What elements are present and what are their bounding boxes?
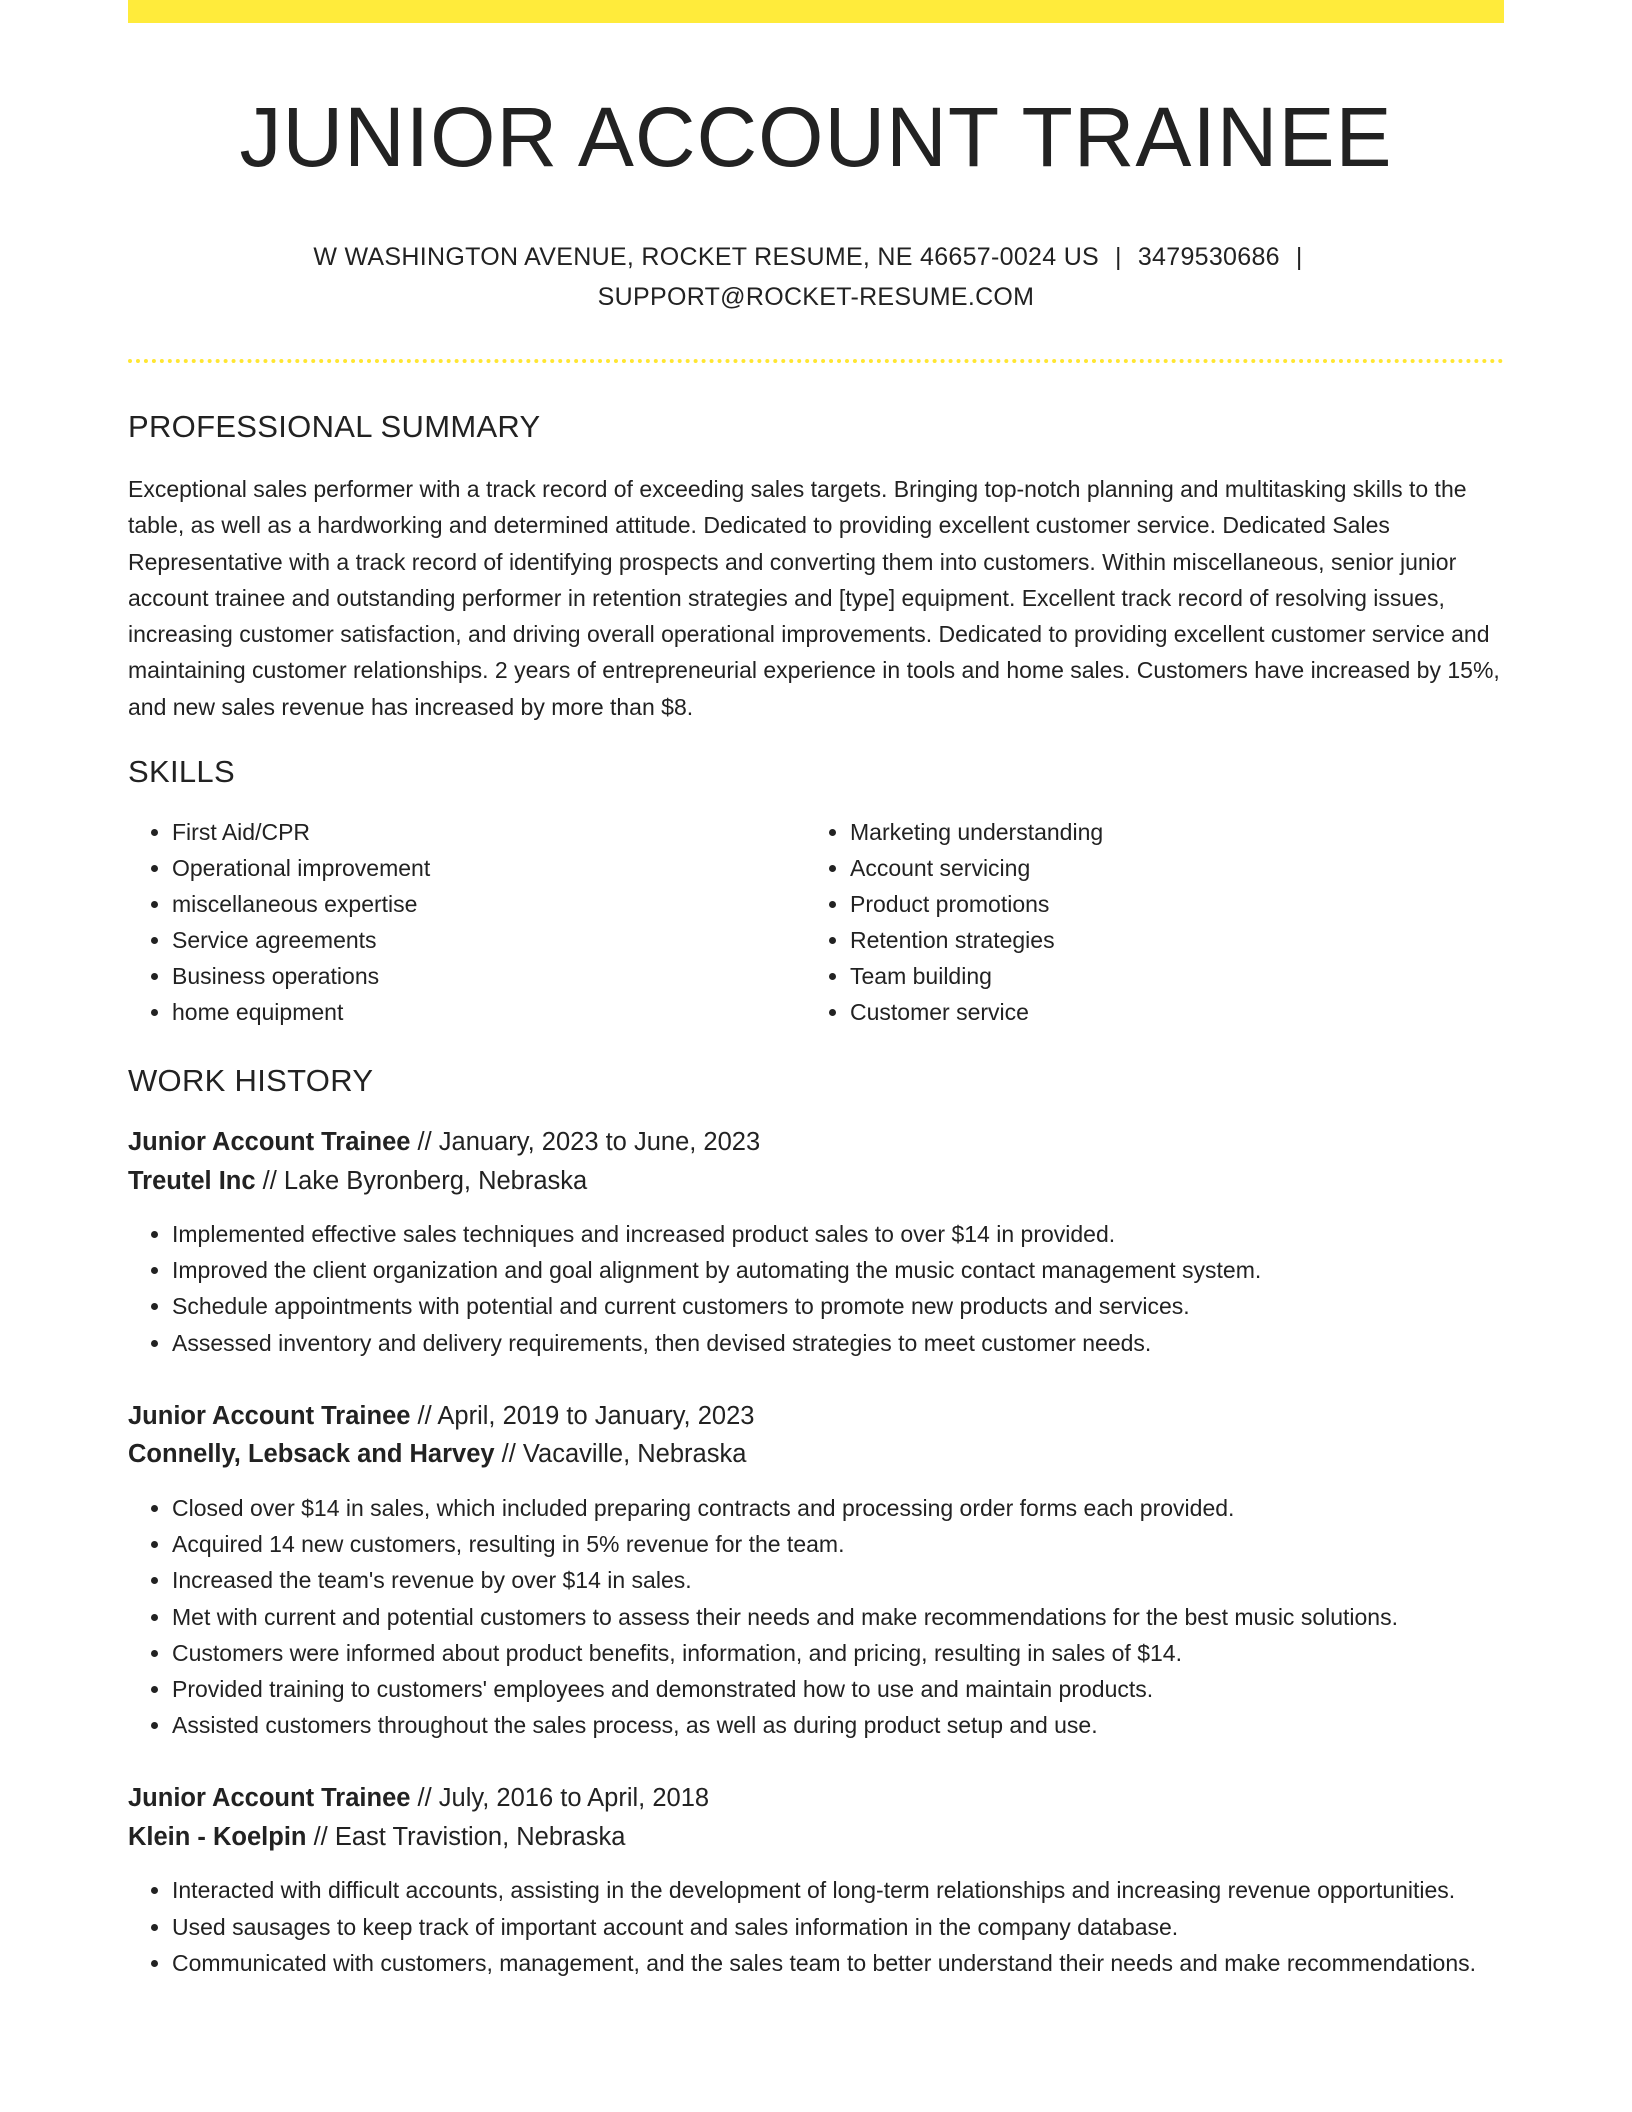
accent-bar [128, 0, 1504, 23]
skill-item: • Account servicing [850, 850, 1484, 886]
duty-item: • Schedule appointments with potential and current customers to promote new products and services. [172, 1288, 1504, 1324]
duty-item: • Customers were informed about product benefits, information, and pricing, resulting in sales of $14. [172, 1635, 1504, 1671]
job-company: Connelly, Lebsack and Harvey [128, 1440, 495, 1469]
job-duties [128, 1872, 1504, 1981]
job-entry [128, 1123, 1504, 1361]
job-company-line [128, 1818, 1504, 1857]
contact-separator: | [1295, 243, 1303, 271]
job-location: // East Travistion, Nebraska [306, 1822, 626, 1851]
duty-item: • Acquired 14 new customers, resulting in 5% revenue for the team. [172, 1526, 1504, 1562]
contact-line-1 [128, 237, 1504, 277]
dotted-divider [128, 359, 1504, 363]
email: SUPPORT@ROCKET-RESUME.COM [597, 283, 1035, 311]
summary-text: Exceptional sales performer with a track record of exceeding sales targets. Bringing top-notch planning and multitasking skills to the table, as well as a hardworking and determined attitude. Dedicated to providing excellent customer service. Dedicated Sales Representative with a track record of identifying prospects and converting them into customers. Within miscellaneous, senior junior account trainee and outstanding performer in retention strategies and [type] equipment. Excellent track record of resolving issues, increasing customer satisfaction, and driving overall operational improvements. Dedicated to providing excellent customer service and maintaining customer relationships. 2 years of entrepreneurial experience in tools and home sales. Customers have increased by 15%, and new sales revenue has increased by more than $8. [128, 476, 1500, 720]
skill-item: • Operational improvement [172, 850, 806, 886]
address: W WASHINGTON AVENUE, ROCKET RESUME, NE 46657-0024 US [313, 243, 1100, 271]
job-role: Junior Account Trainee [128, 1128, 411, 1157]
contact-info [128, 237, 1504, 317]
job-title-line [128, 1779, 1504, 1818]
duty-item: • Increased the team's revenue by over $14 in sales. [172, 1562, 1504, 1598]
skill-item: • home equipment [172, 994, 806, 1030]
job-location: // Lake Byronberg, Nebraska [255, 1166, 588, 1195]
duty-item: • Used sausages to keep track of important account and sales information in the company database. [172, 1909, 1504, 1945]
duty-item: • Implemented effective sales techniques and increased product sales to over $14 in provided. [172, 1216, 1504, 1252]
job-entry [128, 1779, 1504, 1981]
job-duties [128, 1490, 1504, 1743]
skill-item: • Product promotions [850, 886, 1484, 922]
skill-item: • Service agreements [172, 922, 806, 958]
summary-heading: PROFESSIONAL SUMMARY [128, 409, 541, 444]
job-dates: // April, 2019 to January, 2023 [410, 1401, 755, 1430]
work-history-heading: WORK HISTORY [128, 1063, 374, 1099]
skills-column-right [806, 814, 1484, 1030]
skill-item: • Retention strategies [850, 922, 1484, 958]
job-duties [128, 1216, 1504, 1361]
skill-item: • Marketing understanding [850, 814, 1484, 850]
job-company: Treutel Inc [128, 1166, 256, 1195]
duty-item: • Closed over $14 in sales, which included preparing contracts and processing order forms each provided. [172, 1490, 1504, 1526]
job-role: Junior Account Trainee [128, 1401, 411, 1430]
skill-item: • Team building [850, 958, 1484, 994]
resume-name: JUNIOR ACCOUNT TRAINEE [239, 90, 1393, 184]
skills-list [128, 814, 1504, 1030]
job-company-line [128, 1435, 1504, 1474]
skills-heading: SKILLS [128, 754, 235, 790]
skill-item: • Business operations [172, 958, 806, 994]
skills-column-left [128, 814, 806, 1030]
duty-item: • Communicated with customers, management, and the sales team to better understand their needs and make recommendations. [172, 1945, 1504, 1981]
contact-line-2 [128, 277, 1504, 317]
job-entry [128, 1397, 1504, 1743]
duty-item: • Interacted with difficult accounts, assisting in the development of long-term relationships and increasing revenue opportunities. [172, 1872, 1504, 1908]
job-dates: // January, 2023 to June, 2023 [410, 1128, 761, 1157]
job-title-line [128, 1123, 1504, 1162]
resume-page [128, 0, 1504, 1981]
job-location: // Vacaville, Nebraska [494, 1440, 747, 1469]
job-company-line [128, 1162, 1504, 1201]
duty-item: • Met with current and potential customers to assess their needs and make recommendations for the best music solutions. [172, 1599, 1504, 1635]
duty-item: • Improved the client organization and goal alignment by automating the music contact management system. [172, 1252, 1504, 1288]
duty-item: • Provided training to customers' employees and demonstrated how to use and maintain products. [172, 1671, 1504, 1707]
skill-item: • Customer service [850, 994, 1484, 1030]
duty-item: • Assisted customers throughout the sales process, as well as during product setup and use. [172, 1707, 1504, 1743]
skill-item: • miscellaneous expertise [172, 886, 806, 922]
job-role: Junior Account Trainee [128, 1784, 411, 1813]
contact-separator: | [1115, 243, 1122, 271]
duty-item: • Assessed inventory and delivery requirements, then devised strategies to meet customer needs. [172, 1325, 1504, 1361]
job-company: Klein - Koelpin [128, 1822, 307, 1851]
job-dates: // July, 2016 to April, 2018 [410, 1784, 710, 1813]
job-title-line [128, 1397, 1504, 1436]
phone: 3479530686 [1137, 243, 1280, 271]
skill-item: • First Aid/CPR [172, 814, 806, 850]
